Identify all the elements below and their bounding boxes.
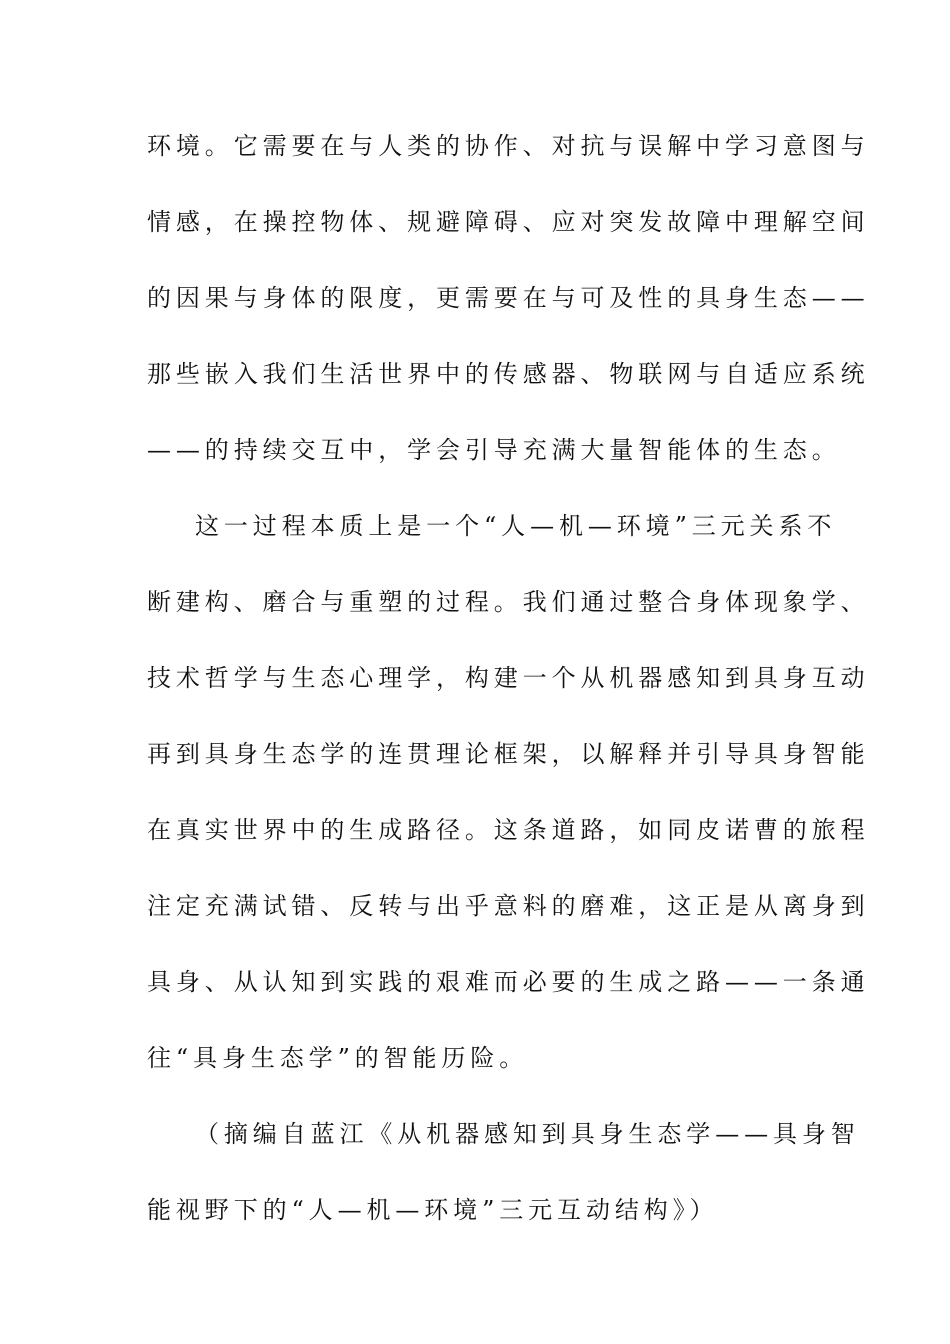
paragraph-1	[147, 108, 870, 488]
text-line: 的因果与身体的限度，更需要在与可及性的具身生态——	[147, 284, 870, 312]
text-line: 这一过程本质上是一个“人—机—环境”三元关系不	[195, 512, 837, 540]
text-line: 注定充满试错、反转与出乎意料的磨难，这正是从离身到	[147, 892, 870, 920]
text-line: 断建构、磨合与重塑的过程。我们通过整合身体现象学、	[147, 588, 870, 616]
paragraph-2	[147, 488, 870, 1096]
text-line: 再到具身生态学的连贯理论框架，以解释并引导具身智能	[147, 740, 870, 768]
text-line: 具身、从认知到实践的艰难而必要的生成之路——一条通	[147, 968, 870, 996]
text-line: 往“具身生态学”的智能历险。	[147, 1044, 529, 1072]
text-line: ——的持续交互中，学会引导充满大量智能体的生态。	[147, 436, 841, 464]
text-line: 那些嵌入我们生活世界中的传感器、物联网与自适应系统	[147, 360, 870, 388]
source-citation	[147, 1096, 860, 1248]
document-body	[147, 108, 870, 1248]
text-line: 能视野下的“人—机—环境”三元互动结构》）	[147, 1196, 719, 1224]
text-line: （摘编自蓝江《从机器感知到具身生态学——具身智	[195, 1120, 860, 1148]
text-line: 情感，在操控物体、规避障碍、应对突发故障中理解空间	[147, 208, 870, 236]
text-line: 环境。它需要在与人类的协作、对抗与误解中学习意图与	[147, 132, 870, 160]
text-line: 在真实世界中的生成路径。这条道路，如同皮诺曹的旅程	[147, 816, 870, 844]
text-line: 技术哲学与生态心理学，构建一个从机器感知到具身互动	[147, 664, 870, 692]
